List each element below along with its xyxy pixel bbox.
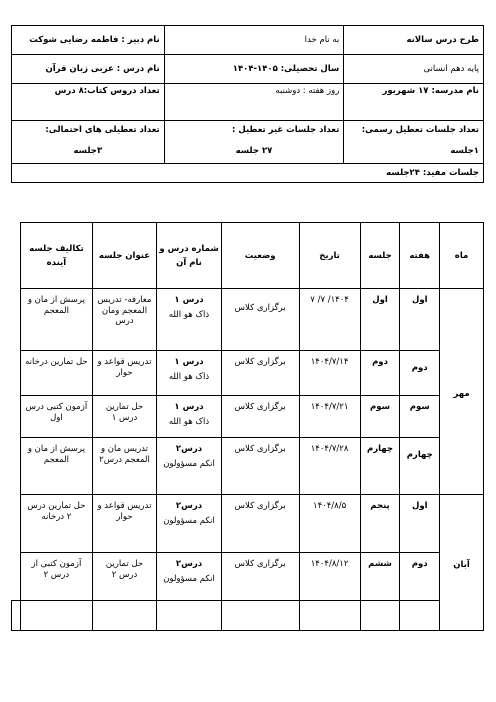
- title-cell: حل تمارین درس ۲: [92, 553, 156, 601]
- plan-table: [11, 222, 484, 631]
- probable-holidays-value: ۳جلسه: [73, 145, 103, 156]
- official-holidays: [344, 121, 484, 164]
- session-cell: ششم: [360, 553, 400, 601]
- col-status: وضعیت: [221, 223, 299, 289]
- lessons-count: تعداد دروس کتاب:۸ درس: [12, 84, 165, 121]
- homework-cell: آزمون کتبی از درس ۲: [21, 553, 93, 601]
- table-row: [12, 396, 484, 438]
- lesson-topic: ذاک هو الله: [168, 309, 210, 320]
- session-cell: چهارم: [360, 438, 400, 495]
- empty-cell: [221, 601, 299, 631]
- lesson-topic: انکم مسؤولون: [163, 515, 215, 526]
- non-holiday-label: تعداد جلسات غیر تعطیل :: [232, 125, 340, 135]
- week-cell: سوم: [400, 396, 440, 438]
- week-cell: چهارم: [400, 438, 440, 495]
- date-cell: ۱۴۰۴/۷/۱۴: [299, 351, 360, 396]
- status-cell: برگزاری کلاس: [221, 438, 299, 495]
- empty-row: [12, 601, 484, 631]
- lesson-topic: انکم مسؤولون: [163, 458, 215, 469]
- date-cell: ۱۴۰۴/۷/۲۱: [299, 396, 360, 438]
- date-cell: ۱۴۰۴/۸/۱۲: [299, 553, 360, 601]
- lesson-cell: [157, 495, 222, 553]
- official-holidays-label: تعداد جلسات تعطیل رسمی:: [361, 125, 479, 135]
- col-lesson-line2: نام آن: [176, 257, 202, 268]
- lesson-number: درس۲: [175, 559, 203, 569]
- week-cell: اول: [400, 289, 440, 351]
- teacher-name: نام دبیر : فاطمه رضایی شوکت: [12, 26, 165, 55]
- empty-cell: [92, 601, 156, 631]
- homework-cell: پرسش از مان و المعجم: [21, 289, 93, 351]
- header-row-5: [12, 164, 484, 183]
- non-holiday-sessions: [164, 121, 344, 164]
- session-cell: پنجم: [360, 495, 400, 553]
- col-homework-line2: آینده: [46, 257, 67, 268]
- col-month: ماه: [440, 223, 484, 289]
- col-homework: [21, 223, 93, 289]
- empty-cell: [299, 601, 360, 631]
- table-row: [12, 351, 484, 396]
- header-row-2: [12, 55, 484, 84]
- table-row: [12, 438, 484, 495]
- week-cell: دوم: [400, 553, 440, 601]
- lesson-number: درس۲: [175, 444, 203, 454]
- empty-cell: [157, 601, 222, 631]
- header-row-1: [12, 26, 484, 55]
- empty-cell: [400, 601, 440, 631]
- date-cell: ۱۴۰۴/ ۷/ ۷: [299, 289, 360, 351]
- lesson-topic: انکم مسؤولون: [163, 573, 215, 584]
- lesson-number: درس ۱: [174, 295, 204, 305]
- status-cell: برگزاری کلاس: [221, 289, 299, 351]
- week-cell: اول: [400, 495, 440, 553]
- academic-year: سال تحصیلی: ۱۴۰۵-۱۴۰۴: [164, 55, 344, 84]
- lesson-name: نام درس : عربی زبان قرآن: [12, 55, 165, 84]
- title-cell: معارفه- تدریس المعجم ومان درس: [92, 289, 156, 351]
- col-week: هفته: [400, 223, 440, 289]
- header-row-4: [12, 121, 484, 164]
- col-lesson-line1: شماره درس و: [159, 243, 219, 254]
- plan-title: طرح درس سالانه: [344, 26, 484, 55]
- useful-sessions: جلسات مفید: ۲۴جلسه: [12, 164, 484, 183]
- empty-cell: [360, 601, 400, 631]
- lesson-number: درس ۱: [174, 357, 204, 367]
- homework-cell: پرسش از مان و المعجم: [21, 438, 93, 495]
- session-cell: سوم: [360, 396, 400, 438]
- session-cell: اول: [360, 289, 400, 351]
- date-cell: ۱۴۰۴/۷/۲۸: [299, 438, 360, 495]
- non-holiday-value: ۲۷ جلسه: [235, 145, 273, 156]
- header-row-3: [12, 84, 484, 121]
- status-cell: برگزاری کلاس: [221, 351, 299, 396]
- session-cell: دوم: [360, 351, 400, 396]
- col-date: تاریخ: [299, 223, 360, 289]
- lesson-number: درس ۱: [174, 402, 204, 412]
- empty-cell: [21, 601, 93, 631]
- lesson-topic: ذاک هو الله: [168, 416, 210, 427]
- title-cell: حل تمارین درس ۱: [92, 396, 156, 438]
- month-aban: آبان: [440, 495, 484, 631]
- week-day: روز هفته : دوشنبه: [164, 84, 344, 121]
- homework-cell: آزمون کتبی درس اول: [21, 396, 93, 438]
- probable-holidays-label: تعداد تعطیلی های احتمالی:: [45, 125, 160, 135]
- title-cell: تدریس قواعد و حوار: [92, 495, 156, 553]
- date-cell: ۱۴۰۴/۸/۵: [299, 495, 360, 553]
- col-lesson: [157, 223, 222, 289]
- official-holidays-value: ۱جلسه: [450, 145, 479, 156]
- table-row: [12, 495, 484, 553]
- col-session: جلسه: [360, 223, 400, 289]
- lesson-cell: [157, 438, 222, 495]
- plan-header-row: [12, 223, 484, 289]
- lesson-topic: ذاک هو الله: [168, 371, 210, 382]
- basmala: به نام خدا: [164, 26, 344, 55]
- homework-cell: حل تمارین درخانه: [21, 351, 93, 396]
- school-name: نام مدرسه: ۱۷ شهریور: [344, 84, 484, 121]
- table-row: [12, 553, 484, 601]
- header-table: [11, 25, 484, 183]
- lesson-number: درس۲: [175, 501, 203, 511]
- col-title: عنوان جلسه: [92, 223, 156, 289]
- lesson-cell: [157, 289, 222, 351]
- homework-cell: حل تمارین درس ۲ درخانه: [21, 495, 93, 553]
- week-cell: دوم: [400, 351, 440, 396]
- lesson-cell: [157, 553, 222, 601]
- status-cell: برگزاری کلاس: [221, 396, 299, 438]
- table-row: [12, 289, 484, 351]
- month-mehr: مهر: [440, 289, 484, 495]
- col-homework-line1: تکالیف جلسه: [29, 243, 84, 254]
- status-cell: برگزاری کلاس: [221, 553, 299, 601]
- probable-holidays: [12, 121, 165, 164]
- status-cell: برگزاری کلاس: [221, 495, 299, 553]
- lesson-cell: [157, 351, 222, 396]
- grade: پایه دهم انسانی: [344, 55, 484, 84]
- empty-cell: [12, 601, 21, 631]
- title-cell: تدریس مان و المعجم درس۲: [92, 438, 156, 495]
- lesson-cell: [157, 396, 222, 438]
- title-cell: تدریس قواعد و حوار: [92, 351, 156, 396]
